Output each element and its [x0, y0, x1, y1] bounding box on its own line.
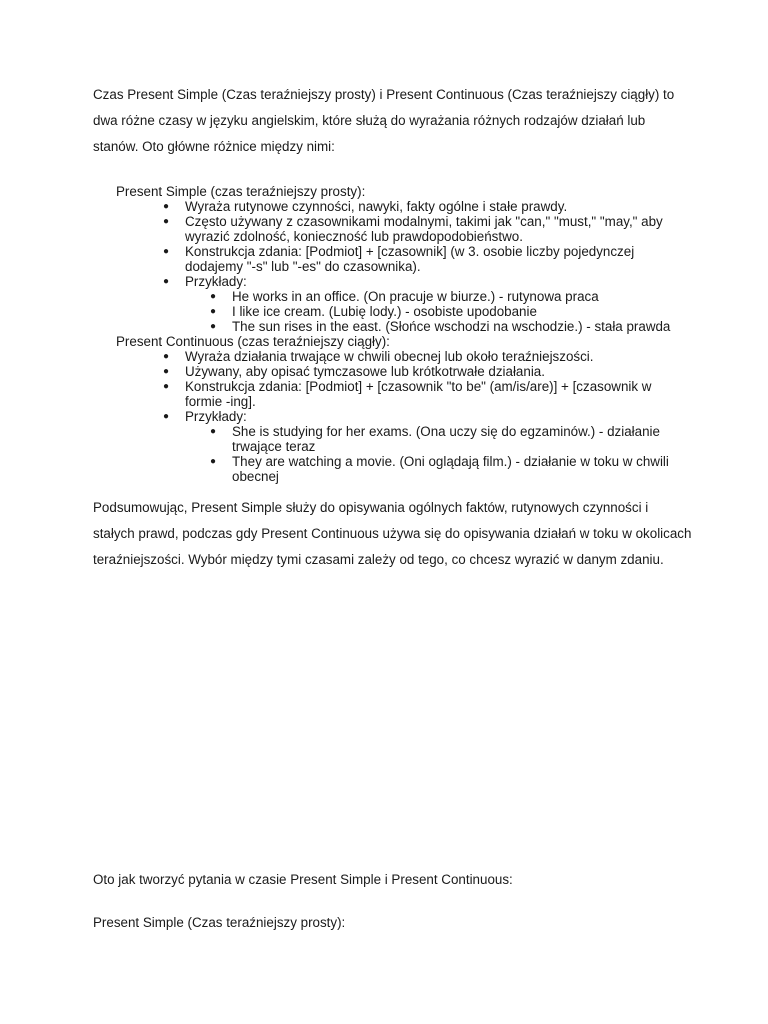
examples-label: Przykłady:	[185, 409, 247, 424]
present-continuous-list	[116, 349, 716, 484]
example-item: ● He works in an office. (On pracuje w biurze.) - rutynowa praca	[232, 289, 672, 304]
present-simple-examples	[185, 289, 675, 334]
example-item: ● They are watching a movie. (Oni oglądają film.) - działanie w toku w chwili obecnej	[232, 454, 672, 484]
questions-intro: Oto jak tworzyć pytania w czasie Present Simple i Present Continuous:	[93, 872, 513, 887]
present-simple-list	[116, 199, 716, 334]
present-continuous-title: Present Continuous (czas teraźniejszy ciągły):	[116, 334, 390, 349]
present-continuous-section	[116, 334, 716, 484]
example-item: ● The sun rises in the east. (Słońce wschodzi na wschodzie.) - stała prawda	[232, 319, 672, 334]
questions-heading: Present Simple (Czas teraźniejszy prosty):	[93, 915, 346, 930]
intro-paragraph: Czas Present Simple (Czas teraźniejszy prosty) i Present Continuous (Czas teraźniejszy ciągły) to dwa różne czasy w języku angielskim, które służą do wyrażania różnych rodzajów działań lub stanów. Oto główne różnice między nimi:	[93, 87, 675, 154]
examples-item	[185, 274, 675, 334]
list-item: ● Często używany z czasownikami modalnymi, takimi jak "can," "must," "may," aby wyrazić zdolność, konieczność lub prawdopodobieństwo.	[185, 214, 675, 244]
list-item: ● Wyraża rutynowe czynności, nawyki, fakty ogólne i stałe prawdy.	[185, 199, 675, 214]
example-item: ● She is studying for her exams. (Ona uczy się do egzaminów.) - działanie trwające teraz	[232, 424, 672, 454]
list-item: ● Konstrukcja zdania: [Podmiot] + [czasownik "to be" (am/is/are)] + [czasownik w formie -ing].	[185, 379, 675, 409]
present-simple-title: Present Simple (czas teraźniejszy prosty):	[116, 184, 366, 199]
summary-paragraph: Podsumowując, Present Simple służy do opisywania ogólnych faktów, rutynowych czynności i stałych prawd, podczas gdy Present Continuous używa się do opisywania działań w toku w okolicach teraźniejszości. Wybór między tymi czasami zależy od tego, co chcesz wyrazić w danym zdaniu.	[93, 500, 692, 567]
examples-label: Przykłady:	[185, 274, 247, 289]
list-item: ● Konstrukcja zdania: [Podmiot] + [czasownik] (w 3. osobie liczby pojedynczej dodajemy "-s" lub "-es" do czasownika).	[185, 244, 675, 274]
example-item: ● I like ice cream. (Lubię lody.) - osobiste upodobanie	[232, 304, 672, 319]
present-simple-section	[116, 184, 716, 334]
present-continuous-examples	[185, 424, 675, 484]
examples-item	[185, 409, 675, 484]
list-item: ● Używany, aby opisać tymczasowe lub krótkotrwałe działania.	[185, 364, 675, 379]
list-item: ● Wyraża działania trwające w chwili obecnej lub około teraźniejszości.	[185, 349, 675, 364]
